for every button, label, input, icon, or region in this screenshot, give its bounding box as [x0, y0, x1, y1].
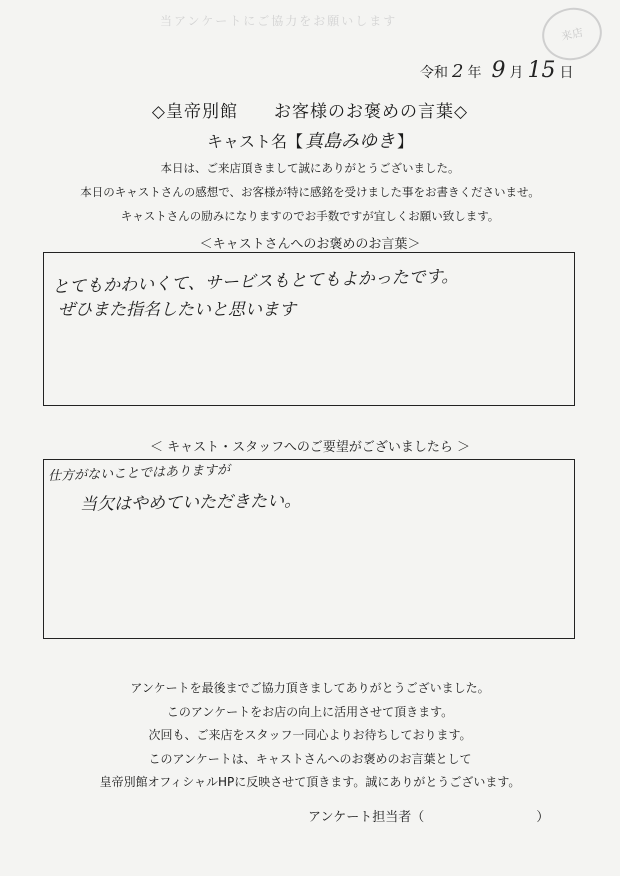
closing-line: アンケートを最後までご協力頂きましてありがとうございました。 — [130, 681, 490, 695]
intro-text — [0, 156, 620, 228]
cast-name-bracket-close: 】 — [397, 132, 414, 151]
intro-line: 本日は、ご来店頂きまして誠にありがとうございました。 — [160, 161, 460, 175]
closing-line: このアンケートは、キャストさんへのお褒めのお言葉として — [148, 751, 472, 766]
praise-textarea[interactable] — [43, 252, 575, 406]
intro-line: 本日のキャストさんの感想で、お客様が特に感銘を受けました事をお書きくださいませ。 — [80, 185, 540, 199]
request-handwritten-line: 仕方がないことではありますが — [47, 462, 231, 485]
date-field — [420, 58, 573, 83]
intro-line: キャストさんの励みになりますのでお手数ですが宜しくお願い致します。 — [120, 209, 500, 223]
date-month-value: 9 — [491, 58, 506, 83]
date-month-unit: 月 — [509, 65, 524, 81]
date-year-value: 2 — [452, 61, 464, 82]
cast-name-field — [0, 127, 620, 153]
date-era: 令和 — [420, 65, 448, 81]
date-day-value: 15 — [527, 58, 556, 83]
request-section-label: ＜ キャスト・スタッフへのご要望がございましたら ＞ — [149, 440, 470, 455]
closing-line: 皇帝別館オフィシャルHPに反映させて頂きます。誠にありがとうございます。 — [99, 775, 521, 789]
survey-staff-bracket-close: ） — [536, 810, 550, 825]
closing-line: 次回も、ご来店をスタッフ一同心よりお待ちしております。 — [148, 728, 472, 742]
request-textarea[interactable] — [43, 459, 575, 639]
cast-name-value: 真島みゆき — [305, 131, 395, 152]
praise-handwritten-line: ぜひまた指名したいと思います — [58, 300, 296, 320]
date-day-unit: 日 — [559, 65, 574, 81]
show-through-stamp: 来店 — [537, 2, 607, 65]
date-year-unit: 年 — [467, 65, 482, 81]
closing-text — [0, 677, 620, 795]
request-handwritten-line: 当欠はやめていただきたい。 — [79, 491, 302, 515]
praise-handwritten-line: とてもかわいくて、サービスもとてもよかったです。 — [51, 266, 459, 298]
survey-staff-label: アンケート担当者（ — [308, 810, 425, 825]
cast-name-label: キャスト名【 — [206, 132, 303, 151]
show-through-text: 当アンケートにご協力をお願いします — [160, 14, 398, 28]
praise-section-label: ＜キャストさんへのお褒めのお言葉＞ — [199, 237, 421, 252]
survey-staff-blank[interactable] — [424, 806, 536, 825]
form-title: ◇皇帝別館 お客様のお褒めの言葉◇ — [151, 102, 469, 122]
closing-line: このアンケートをお店の向上に活用させて頂きます。 — [166, 704, 454, 719]
survey-staff-field — [308, 806, 549, 825]
